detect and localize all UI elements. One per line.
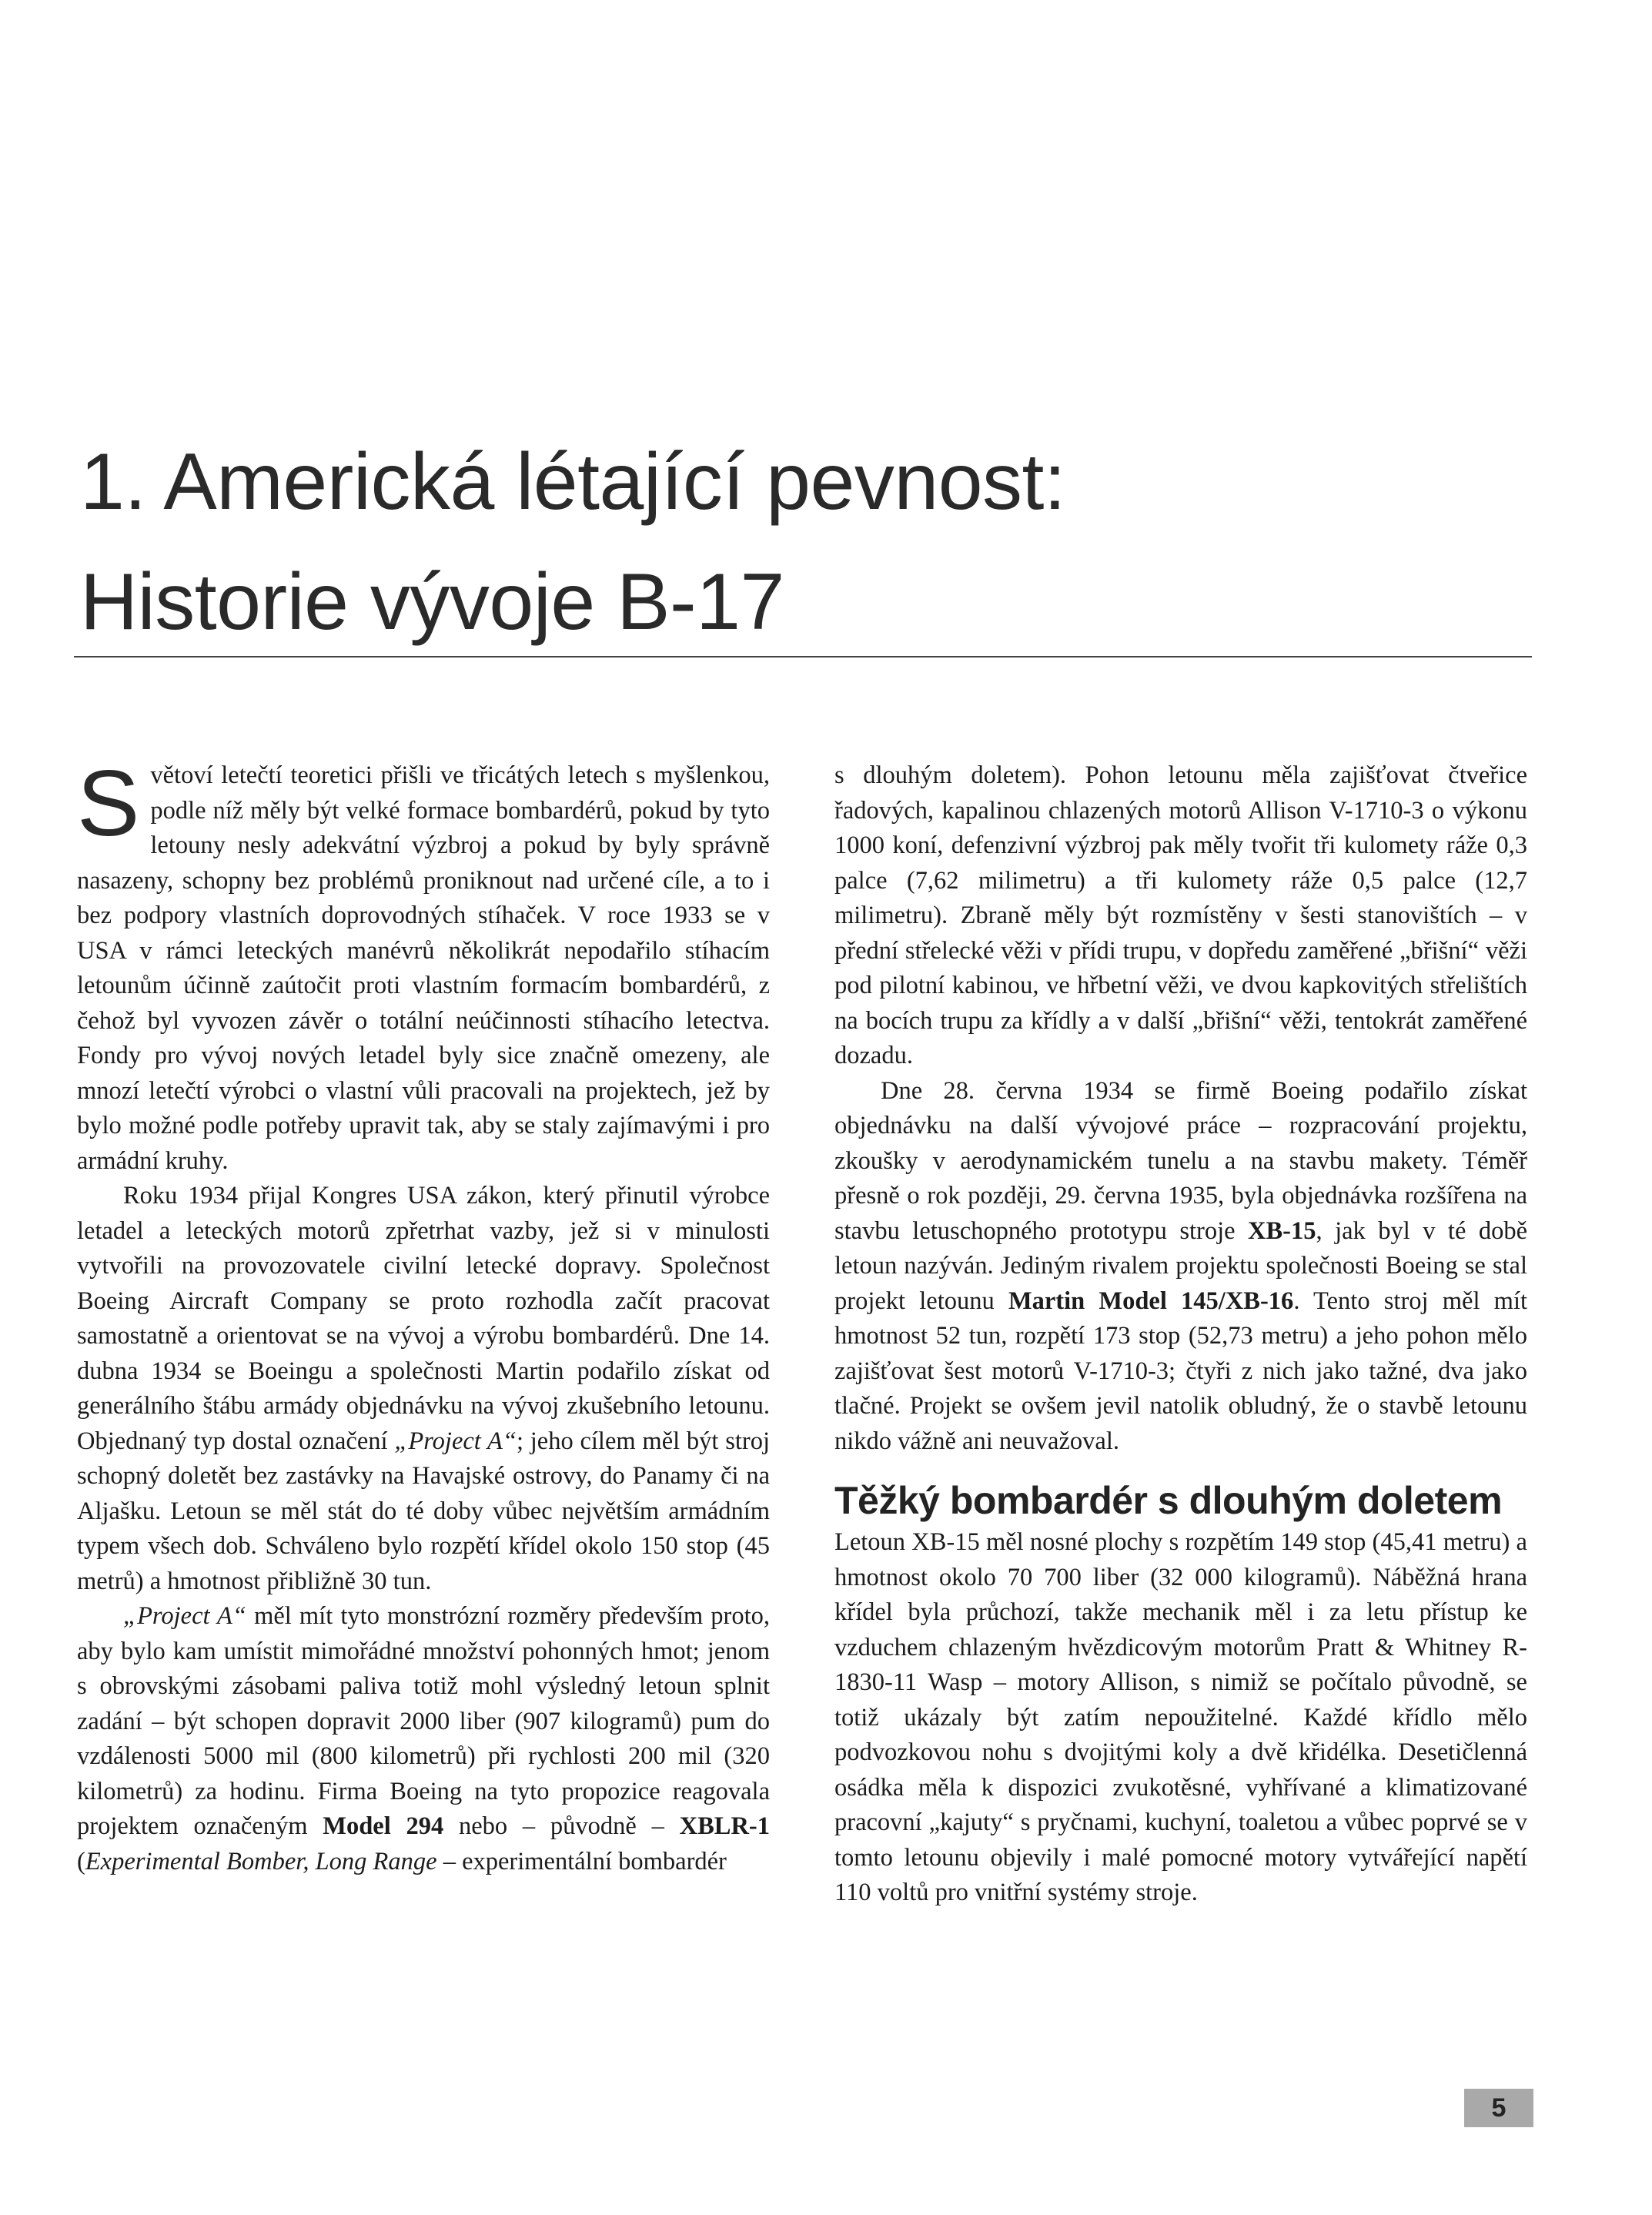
paragraph-text: , jak byl v té době letoun nazýván. Jediným rivalem projektu společnosti Boeing se stal projekt letounu [834, 1216, 1527, 1315]
bold-term: XB-15 [1248, 1216, 1316, 1245]
italic-term: „Project A“ [394, 1427, 517, 1455]
section-subheading: Těžký bombardér s dlouhým doletem [834, 1479, 1503, 1522]
paragraph-text: nebo – původně – [443, 1812, 680, 1840]
bold-term: XBLR-1 [679, 1812, 770, 1840]
bold-term: Model 294 [323, 1812, 444, 1840]
paragraph [834, 1074, 1527, 1460]
bold-term: Martin Model 145/XB-16 [1008, 1287, 1294, 1315]
title-divider [74, 656, 1532, 657]
paragraph [834, 758, 1527, 1074]
paragraph-text: Dne 28. června 1934 se firmě Boeing podařilo získat objednávku na další vývojové práce – rozpracování projektu, zkoušky v aerodynamickém tunelu a na stavbu makety. Téměř přesně o rok později, 29. června 1935, byla objednávka rozšířena na stavbu letuschopného prototypu stroje [834, 1076, 1527, 1245]
page-number: 5 [1464, 2089, 1533, 2127]
paragraph [834, 1525, 1527, 1911]
italic-term: Experimental Bomber, Long Range [85, 1847, 437, 1875]
drop-cap: S [77, 751, 140, 855]
paragraph-text: – experimentální bombardér [436, 1847, 727, 1875]
paragraph [77, 1599, 770, 1879]
paragraph-text: větoví letečtí teoretici přišli ve třicátých letech s myšlenkou, podle níž měly být velké formace bombardérů, pokud by tyto letouny nesly adekvátní výzbroj a pokud by byly správně nasazeny, schopny bez problémů proniknout nad určené cíle, a to i bez podpory vlastních doprovodných stíhaček. V roce 1933 se v USA v rámci leteckých manévrů několikrát nepodařilo stíhacím letounům účinně zaútočit proti vlastním formacím bombardérů, z čehož byl vyvozen závěr o totální neúčinnosti stíhacího letectva. Fondy pro vývoj nových letadel byly sice značně omezeny, ale mnozí letečtí výrobci o vlastní vůli pracovali na projektech, jež by bylo možné podle potřeby upravit tak, aby se staly zajímavými i pro armádní kruhy. [77, 761, 770, 1175]
paragraph-text: Roku 1934 přijal Kongres USA zákon, který přinutil výrobce letadel a leteckých motorů zpřetrhat vazby, jež si v minulosti vytvořili na provozovatele civilní letecké dopravy. Společnost Boeing Aircraft Company se proto rozhodla začít pracovat samostatně a orientovat se na vývoj a výrobu bombardérů. Dne 14. dubna 1934 se Boeingu a společnosti Martin podařilo získat od generálního štábu armády objednávku na vývoj zkušebního letounu. Objednaný typ dostal označení [77, 1182, 770, 1455]
paragraph [77, 1179, 770, 1599]
chapter-title-line-2: Historie vývoje B-17 [80, 557, 784, 647]
italic-term: „Project A“ [123, 1602, 246, 1630]
left-column [77, 751, 770, 1879]
paragraph-text: s dlouhým doletem). Pohon letounu měla zajišťovat čtveřice řadových, kapalinou chlazených motorů Allison V-1710-3 o výkonu 1000 koní, defenzivní výzbroj pak měly tvořit tři kulomety ráže 0,3 palce (7,62 milimetru) a tři kulomety ráže 0,5 palce (12,7 milimetru). Zbraně měly být rozmístěny v šesti stanovištích – v přední střelecké věži v přídi trupu, v dopředu zaměřené „břišní“ věži pod pilotní kabinou, ve hřbetní věži, ve dvou kapkovitých střelištích na bocích trupu za křídly a v další „břišní“ věži, tentokrát zaměřené dozadu. [834, 761, 1527, 1069]
paragraph-text: . Tento stroj měl mít hmotnost 52 tun, rozpětí 173 stop (52,73 metru) a jeho pohon mělo zajišťovat šest motorů V-1710-3; čtyři z nich jako tažné, dva jako tlačné. Projekt se ovšem jevil natolik obludný, že o stavbě letounu nikdo vážně ani neuvažoval. [834, 1287, 1528, 1455]
chapter-title-line-1: 1. Americká létající pevnost: [80, 437, 1066, 527]
paragraph-text: Letoun XB-15 měl nosné plochy s rozpětím 149 stop (45,41 metru) a hmotnost okolo 70 700 liber (32 000 kilogramů). Náběžná hrana křídel byla průchozí, takže mechanik měl i za letu přístup ke vzduchem chlazeným hvězdicovým motorům Pratt & Whitney R-1830-11 Wasp – motory Allison, s nimiž se počítalo původně, se totiž ukázaly být zatím nepoužitelné. Každé křídlo mělo podvozkovou nohu s dvojitými koly a dvě křidélka. Desetičlenná osádka měla k dispozici zvukotěsné, vyhřívané a klimatizované pracovní „kajuty“ s pryčnami, kuchyní, toaletou a vůbec poprvé se v tomto letounu objevily i malé pomocné motory vytvářející napětí 110 voltů pro vnitřní systémy stroje. [834, 1528, 1527, 1906]
paragraph-text: ( [77, 1847, 85, 1875]
paragraph [77, 751, 770, 1179]
paragraph-text: ; jeho cílem měl být stroj schopný doletět bez zastávky na Havajské ostrovy, do Panamy či na Aljašku. Letoun se měl stát do té doby vůbec největším armádním typem všech dob. Schváleno bylo rozpětí křídel okolo 150 stop (45 metrů) a hmotnost přibližně 30 tun. [77, 1427, 770, 1595]
paragraph-text: měl mít tyto monstrózní rozměry především proto, aby bylo kam umístit mimořádné množství pohonných hmot; jenom s obrovskými zásobami paliva totiž mohl výsledný letoun splnit zadání – být schopen dopravit 2000 liber (907 kilogramů) pum do vzdálenosti 5000 mil (800 kilometrů) při rychlosti 200 mil (320 kilometrů) za hodinu. Firma Boeing na tyto propozice reagovala projektem označeným [77, 1602, 770, 1840]
right-column [834, 758, 1527, 1911]
chapter-title [80, 422, 1543, 662]
